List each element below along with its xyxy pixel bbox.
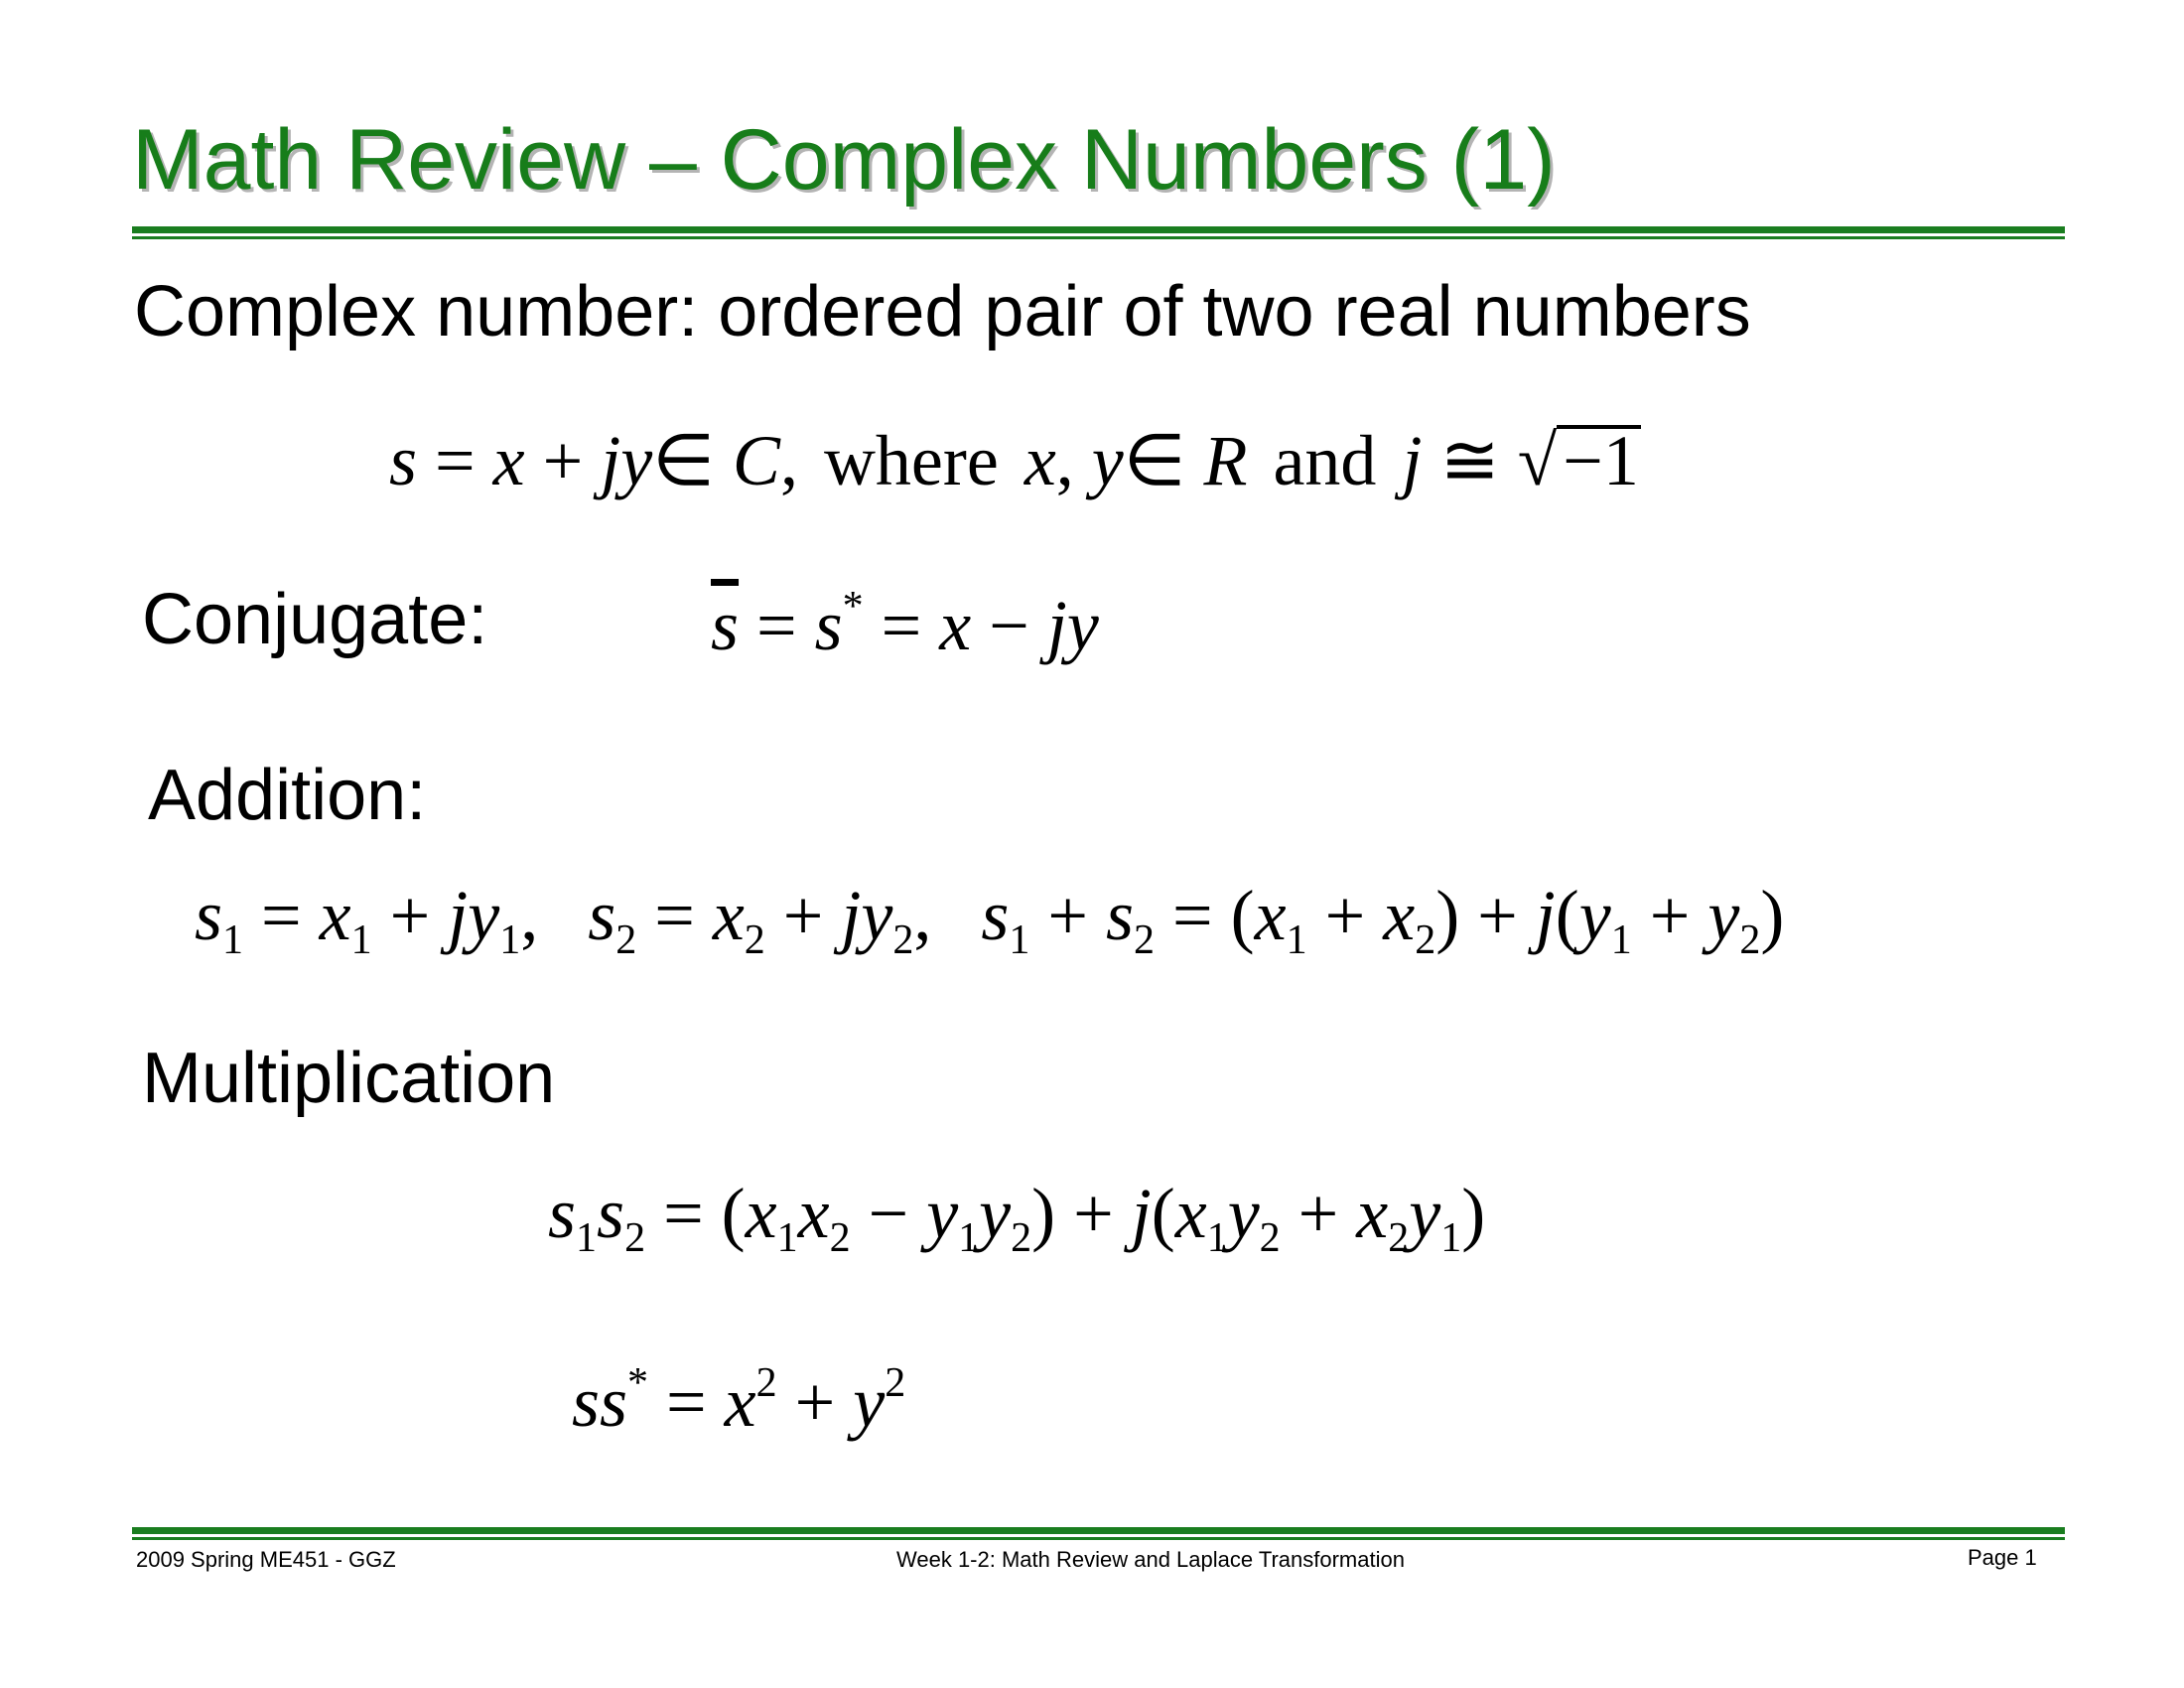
definition-and: and bbox=[1273, 421, 1377, 500]
addition-label: Addition: bbox=[148, 756, 427, 835]
slide-title: Math Review – Complex Numbers (1) bbox=[132, 112, 1556, 208]
footer-course: 2009 Spring ME451 - GGZ bbox=[136, 1547, 396, 1572]
title-divider-thin bbox=[132, 236, 2065, 239]
footer-page-number: Page 1 bbox=[1968, 1545, 2037, 1570]
modulus-equation: $ss^* = x^2 + y^2$ bbox=[572, 1360, 906, 1442]
footer-divider-thick bbox=[132, 1527, 2065, 1534]
intro-text: Complex number: ordered pair of two real numbers bbox=[134, 272, 1751, 352]
conjugate-equation: $\overline{s} = s^* = x$ − jy bbox=[711, 584, 1099, 665]
multiplication-label: Multiplication bbox=[142, 1039, 556, 1118]
product-equation: $s_1s_2 = (x_1x_2 - y_1y_2) + j(x_1y_2 + x_2y_1)$ bbox=[548, 1174, 1486, 1261]
footer-divider-thin bbox=[132, 1537, 2065, 1540]
title-divider-thick bbox=[132, 226, 2065, 233]
footer-topic: Week 1-2: Math Review and Laplace Transformation bbox=[896, 1547, 1405, 1572]
definition-where: where bbox=[823, 421, 999, 500]
addition-equation: $s_1 = x_1 + jy_1$, $s_2 = x_2 + jy_2$, $s_1 + s_2 = (x_1 + x_2) + j(y_1 + y_2)$ bbox=[195, 876, 1785, 963]
definition-equation: s = x + jy∈ C, where x, y∈ R and j ≅ √−1 bbox=[389, 421, 1639, 500]
conjugate-label: Conjugate: bbox=[142, 580, 488, 659]
